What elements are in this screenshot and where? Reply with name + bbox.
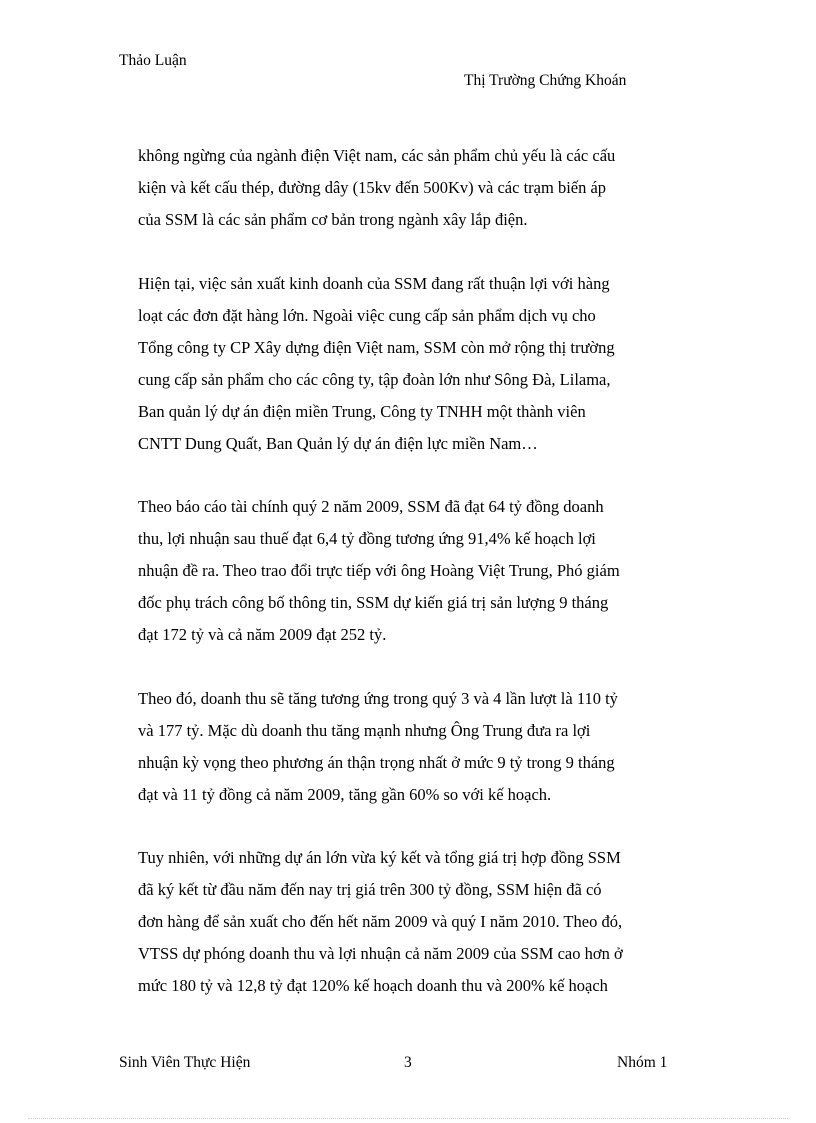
paragraph-5 (138, 842, 678, 1002)
footer-left-text: Sinh Viên Thực Hiện (119, 1054, 251, 1071)
text-line: Tuy nhiên, với những dự án lớn vừa ký kết và tổng giá trị hợp đồng SSM (138, 848, 621, 867)
text-line: đã ký kết từ đầu năm đến nay trị giá trên 300 tỷ đồng, SSM hiện đã có (138, 880, 602, 899)
text-line: CNTT Dung Quất, Ban Quản lý dự án điện lực miền Nam… (138, 433, 538, 453)
footer-right-text: Nhóm 1 (617, 1054, 668, 1071)
text-line: nhuận đề ra. Theo trao đổi trực tiếp với ông Hoàng Việt Trung, Phó giám (138, 561, 620, 580)
text-line: đốc phụ trách công bố thông tin, SSM dự kiến giá trị sản lượng 9 tháng (138, 593, 609, 612)
text-line: thu, lợi nhuận sau thuế đạt 6,4 tỷ đồng tương ứng 91,4% kế hoạch lợi (138, 529, 596, 548)
text-line: loạt các đơn đặt hàng lớn. Ngoài việc cung cấp sản phẩm dịch vụ cho (138, 305, 596, 325)
text-line: không ngừng của ngành điện Việt nam, các sản phẩm chủ yếu là các cấu (138, 146, 616, 165)
text-line: đạt và 11 tỷ đồng cả năm 2009, tăng gần 60% so với kế hoạch. (138, 784, 552, 804)
paragraph-1 (138, 140, 678, 236)
paragraph-3 (138, 491, 678, 651)
text-line: của SSM là các sản phẩm cơ bản trong ngành xây lắp điện. (138, 210, 528, 229)
text-line: VTSS dự phóng doanh thu và lợi nhuận cả năm 2009 của SSM cao hơn ở (138, 944, 623, 963)
text-line: Tổng công ty CP Xây dựng điện Việt nam, SSM còn mở rộng thị trường (138, 337, 615, 357)
header-left-title: Thảo Luận (119, 52, 187, 69)
paragraph-4 (138, 683, 678, 811)
text-line: kiện và kết cấu thép, đường dây (15kv đến 500Kv) và các trạm biến áp (138, 178, 607, 197)
page-bottom-divider (28, 1118, 788, 1119)
text-line: nhuận kỳ vọng theo phương án thận trọng nhất ở mức 9 tỷ trong 9 tháng (138, 752, 615, 772)
page-number: 3 (404, 1054, 412, 1071)
paragraph-2 (138, 268, 678, 460)
header-right-title: Thị Trường Chứng Khoán (464, 72, 627, 89)
text-line: Theo đó, doanh thu sẽ tăng tương ứng trong quý 3 và 4 lần lượt là 110 tỷ (138, 688, 618, 708)
text-line: và 177 tỷ. Mặc dù doanh thu tăng mạnh nhưng Ông Trung đưa ra lợi (138, 720, 591, 740)
text-line: Theo báo cáo tài chính quý 2 năm 2009, SSM đã đạt 64 tỷ đồng doanh (138, 497, 604, 516)
text-line: mức 180 tỷ và 12,8 tỷ đạt 120% kế hoạch doanh thu và 200% kế hoạch (138, 976, 608, 995)
document-body (138, 140, 678, 1034)
text-line: đạt 172 tỷ và cả năm 2009 đạt 252 tỷ. (138, 625, 387, 644)
text-line: Ban quản lý dự án điện miền Trung, Công ty TNHH một thành viên (138, 401, 586, 421)
text-line: đơn hàng để sản xuất cho đến hết năm 2009 và quý I năm 2010. Theo đó, (138, 912, 623, 931)
text-line: Hiện tại, việc sản xuất kinh doanh của SSM đang rất thuận lợi với hàng (138, 273, 610, 293)
text-line: cung cấp sản phẩm cho các công ty, tập đoàn lớn như Sông Đà, Lilama, (138, 369, 611, 389)
